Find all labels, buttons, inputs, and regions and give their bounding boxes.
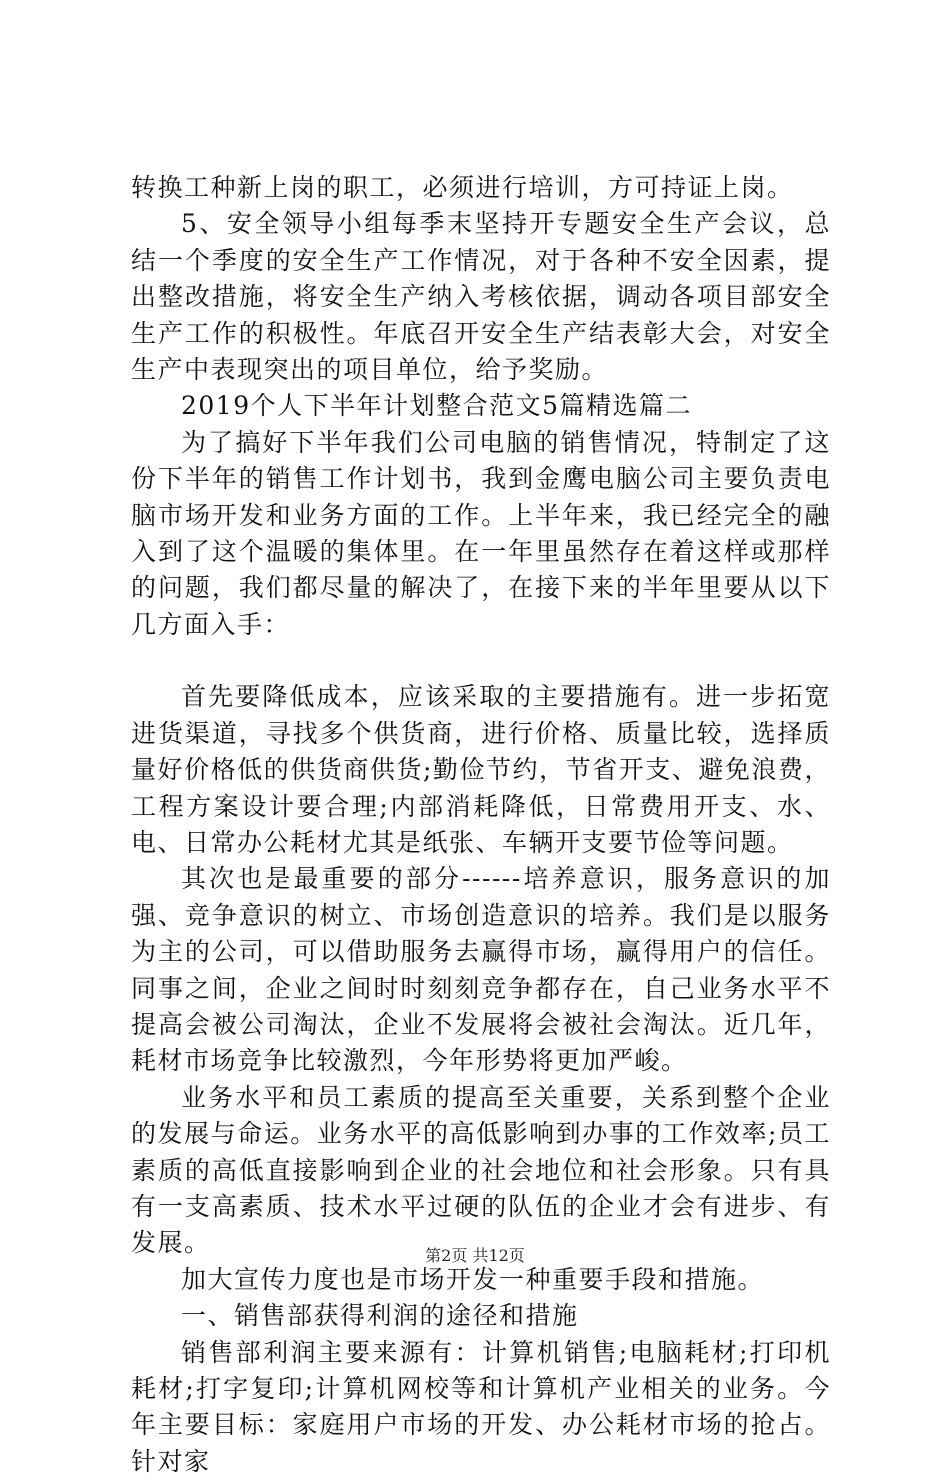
paragraph-staff-quality: 业务水平和员工素质的提高至关重要，关系到整个企业的发展与命运。业务水平的高低影响到办事的工作效率;员工素质的高低直接影响到企业的社会地位和社会形象。只有具有一支高素质、技术水平过硬的队伍的企业才会有进步、有发展。 [131,1082,831,1258]
document-body [131,170,831,1480]
paragraph-sales-intro: 为了搞好下半年我们公司电脑的销售情况，特制定了这份下半年的销售工作计划书，我到金鹰电脑公司主要负责电脑市场开发和业务方面的工作。上半年来，我已经完全的融入到了这个温暖的集体里。在一年里虽然存在着这样或那样的问题，我们都尽量的解决了，在接下来的半年里要从以下几方面入手： [131,427,831,639]
paragraph-training: 转换工种新上岗的职工，必须进行培训，方可持证上岗。 [131,173,794,202]
paragraph-spacer [131,643,831,679]
paragraph-profit-sources: 销售部利润主要来源有：计算机销售;电脑耗材;打印机耗材;打字复印;计算机网校等和计算机产业相关的业务。今年主要目标：家庭用户市场的开发、办公耗材市场的抢占。针对家 [131,1337,831,1476]
paragraph-awareness: 其次也是最重要的部分------培养意识，服务意识的加强、竞争意识的树立、市场创造意识的培养。我们是以服务为主的公司，可以借助服务去赢得市场，赢得用户的信任。同事之间，企业之间时时刻刻竞争都存在，自己业务水平不提高会被公司淘汰，企业不发展将会被社会淘汰。近几年，耗材市场竞争比较激烈，今年形势将更加严峻。 [131,864,831,1076]
subheading-profit: 一、销售部获得利润的途径和措施 [181,1301,579,1331]
paragraph-safety-meeting: 5、安全领导小组每季末坚持开专题安全生产会议，总结一个季度的安全生产工作情况，对于各种不安全因素，提出整改措施，将安全生产纳入考核依据，调动各项目部安全生产工作的积极性。年底召开安全生产结表彰大会，对安全生产中表现突出的项目单位，给予奖励。 [131,209,831,385]
paragraph-cost-reduction: 首先要降低成本，应该采取的主要措施有。进一步拓宽进货渠道，寻找多个供货商，进行价格、质量比较，选择质量好价格低的供货商供货;勤俭节约，节省开支、避免浪费，工程方案设计要合理;内部消耗降低，日常费用开支、水、电、日常办公耗材尤其是纸张、车辆开支要节俭等问题。 [131,682,831,857]
paragraph-publicity: 加大宣传力度也是市场开发一种重要手段和措施。 [181,1264,765,1294]
section-heading: 2019个人下半年计划整合范文5篇精选篇二 [181,391,693,421]
page-footer: 第2页 共12页 [425,1246,525,1265]
